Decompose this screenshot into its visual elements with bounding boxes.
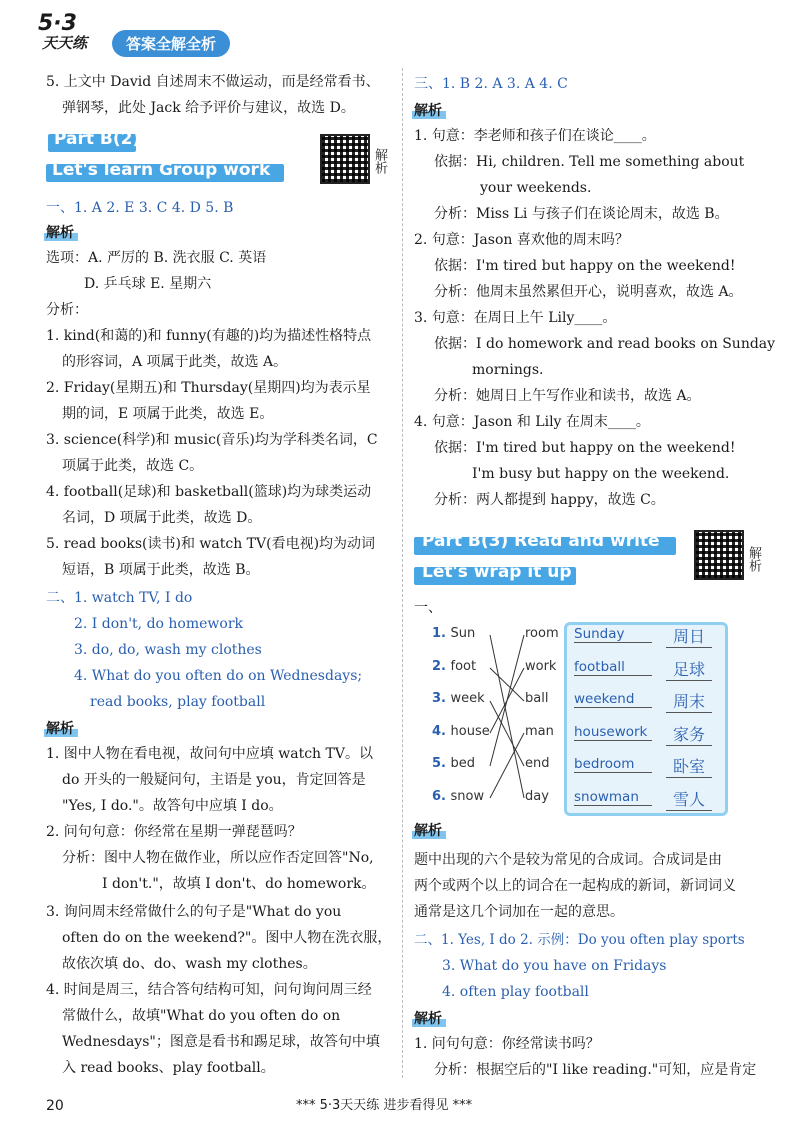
match-line bbox=[490, 635, 524, 766]
match-line bbox=[490, 701, 524, 766]
text-line: 名词，D 项属于此类，故选 D。 bbox=[62, 510, 262, 526]
compound-word: snowman bbox=[574, 789, 652, 806]
text-line: I don't."，故填 I don't、do homework。 bbox=[102, 876, 376, 892]
divider-line bbox=[402, 68, 404, 1078]
footer-slogan: *** 5·3天天练 进步看得见 *** bbox=[296, 1098, 473, 1113]
text-line: 1. kind(和蔼的)和 funny(有趣的)均为描述性格特点 bbox=[46, 328, 372, 344]
match-left-word: 3. week bbox=[432, 691, 485, 707]
section-title: Part B(2) bbox=[54, 129, 141, 149]
match-right-word: room bbox=[525, 626, 559, 641]
compound-word: bedroom bbox=[574, 756, 652, 773]
compound-word: housework bbox=[574, 724, 652, 741]
text-line: I'm busy but happy on the weekend. bbox=[472, 466, 730, 482]
match-left-word: 5. bed bbox=[432, 756, 476, 772]
compound-meaning: 周末 bbox=[666, 689, 712, 713]
jiexi-label: 解析 bbox=[414, 823, 442, 839]
text-line: 两个或两个以上的词合在一起构成的新词，新词词义 bbox=[414, 878, 736, 894]
text-line: your weekends. bbox=[480, 180, 592, 196]
text-line: 分析：她周日上午写作业和读书，故选 A。 bbox=[434, 388, 701, 404]
match-right-word: ball bbox=[525, 691, 549, 707]
jiexi-label: 解析 bbox=[414, 1011, 442, 1027]
page-number: 20 bbox=[46, 1098, 64, 1114]
answer-line: 4. What do you often do on Wednesdays; bbox=[74, 668, 363, 684]
jiexi-label: 解析 bbox=[46, 225, 74, 241]
text-line: 通常是这几个词加在一起的意思。 bbox=[414, 904, 624, 920]
text-line: 5. read books(读书)和 watch TV(看电视)均为动词 bbox=[46, 536, 376, 552]
jiexi-label: 解析 bbox=[414, 103, 442, 119]
answer-line: 2. I don't, do homework bbox=[74, 616, 244, 632]
text-line: 依据：I'm tired but happy on the weekend! bbox=[434, 440, 736, 456]
text-line: do 开头的一般疑问句，主语是 you，肯定回答是 bbox=[62, 772, 366, 788]
compound-meaning: 家务 bbox=[666, 722, 712, 746]
answer-line: 三、1. B 2. A 3. A 4. C bbox=[414, 76, 568, 92]
text-line: 入 read books、play football。 bbox=[62, 1060, 275, 1076]
match-left-word: 6. snow bbox=[432, 789, 485, 804]
text-line: 分析：两人都提到 happy，故选 C。 bbox=[434, 492, 665, 508]
text-line: 4. 句意：Jason 和 Lily 在周末____。 bbox=[414, 414, 650, 430]
text-line: often do on the weekend?"。图中人物在洗衣服， bbox=[62, 930, 392, 946]
answer-line: 3. do, do, wash my clothes bbox=[74, 642, 262, 658]
text-line: 分析：根据空后的"I like reading."可知，应是肯定 bbox=[434, 1062, 757, 1078]
matching-exercise bbox=[432, 618, 732, 814]
text-line: 依据：Hi, children. Tell me something about bbox=[434, 154, 745, 170]
qr-label: 解析 bbox=[746, 546, 761, 572]
answer-line: 3. What do you have on Fridays bbox=[442, 958, 667, 974]
section-subtitle: Let's learn Group work bbox=[52, 160, 271, 180]
text-line: 分析：Miss Li 与孩子们在谈论周末，故选 B。 bbox=[434, 206, 729, 222]
text-line: 常做什么，故填"What do you often do on bbox=[62, 1008, 341, 1024]
text-line: Wednesdays"；图意是看书和踢足球，故答句中填 bbox=[62, 1034, 380, 1050]
compound-meaning: 足球 bbox=[666, 657, 712, 681]
text-line: 选项：A. 严厉的 B. 洗衣服 C. 英语 bbox=[46, 250, 267, 266]
section-marker: 一、 bbox=[414, 600, 442, 616]
match-left-word: 2. foot bbox=[432, 658, 477, 674]
compound-meaning: 周日 bbox=[666, 624, 712, 648]
compound-word: Sunday bbox=[574, 626, 652, 643]
text-line: 的形容词，A 项属于此类，故选 A。 bbox=[62, 354, 288, 370]
text-line: 2. Friday(星期五)和 Thursday(星期四)均为表示星 bbox=[46, 380, 371, 396]
text-line: 4. 时间是周三，结合答句结构可知，问句询问周三经 bbox=[46, 982, 372, 998]
answer-badge: 答案全解全析 bbox=[112, 30, 230, 57]
compound-meaning: 雪人 bbox=[666, 787, 712, 811]
text-line: 依据：I do homework and read books on Sunday bbox=[434, 336, 776, 352]
jiexi-heading bbox=[414, 100, 442, 120]
jiexi-label: 解析 bbox=[46, 721, 74, 737]
text-line: 依据：I'm tired but happy on the weekend! bbox=[434, 258, 736, 274]
match-left-word: 4. house bbox=[432, 723, 490, 739]
text-line: 1. 图中人物在看电视，故问句中应填 watch TV。以 bbox=[46, 746, 373, 762]
match-line bbox=[490, 668, 524, 701]
jiexi-heading bbox=[46, 222, 74, 242]
jiexi-heading bbox=[414, 820, 442, 840]
compound-word: football bbox=[574, 659, 652, 676]
text-line: 题中出现的六个是较为常见的合成词。合成词是由 bbox=[414, 852, 722, 868]
text-line: mornings. bbox=[472, 362, 544, 378]
qr-label: 解析 bbox=[372, 148, 387, 174]
section-subtitle: Let's wrap it up bbox=[422, 562, 572, 582]
text-line: "Yes, I do."。故答句中应填 I do。 bbox=[62, 798, 283, 814]
match-right-word: day bbox=[525, 789, 549, 804]
jiexi-heading bbox=[414, 1008, 442, 1028]
match-right-word: end bbox=[525, 756, 550, 772]
text-line: 短语，B 项属于此类，故选 B。 bbox=[62, 562, 260, 578]
compound-meaning: 卧室 bbox=[666, 754, 712, 778]
logo-bottom: 天天练 bbox=[42, 34, 88, 52]
text-line: D. 乒乓球 E. 星期六 bbox=[84, 276, 212, 292]
match-line bbox=[490, 733, 524, 798]
text-line: 弹钢琴，此处 Jack 给予评价与建议，故选 D。 bbox=[62, 100, 355, 116]
compound-word: weekend bbox=[574, 691, 652, 708]
text-line: 3. 句意：在周日上午 Lily____。 bbox=[414, 310, 617, 326]
match-right-word: man bbox=[525, 723, 554, 739]
section-title: Part B(3) Read and write bbox=[422, 531, 660, 551]
text-line: 1. 句意：李老师和孩子们在谈论____。 bbox=[414, 128, 656, 144]
text-line: 2. 问句句意：你经常在星期一弹琵琶吗？ bbox=[46, 824, 302, 840]
answer-line: 二、1. watch TV, I do bbox=[46, 590, 193, 606]
text-line: 期的词，E 项属于此类，故选 E。 bbox=[62, 406, 274, 422]
text-line: 故依次填 do、do、wash my clothes。 bbox=[62, 956, 317, 972]
answer-line: 一、1. A 2. E 3. C 4. D 5. B bbox=[46, 200, 234, 216]
qr-code-icon[interactable] bbox=[694, 530, 744, 580]
text-line: 4. football(足球)和 basketball(篮球)均为球类运动 bbox=[46, 484, 372, 500]
jiexi-heading bbox=[46, 718, 74, 738]
answer-line: 4. often play football bbox=[442, 984, 589, 1000]
text-line: 分析：他周末虽然累但开心，说明喜欢，故选 A。 bbox=[434, 284, 743, 300]
text-line: 3. 询问周末经常做什么的句子是"What do you bbox=[46, 904, 342, 920]
text-line: 分析： bbox=[46, 302, 88, 318]
qr-code-icon[interactable] bbox=[320, 134, 370, 184]
match-line bbox=[490, 635, 524, 798]
text-line: 分析：图中人物在做作业，所以应作否定回答"No, bbox=[62, 850, 374, 866]
logo bbox=[36, 11, 102, 54]
answer-line: 二、1. Yes, I do 2. 示例：Do you often play sports bbox=[414, 932, 745, 948]
answer-line: read books, play football bbox=[90, 694, 266, 710]
match-right-word: work bbox=[525, 658, 557, 674]
text-line: 3. science(科学)和 music(音乐)均为学科类名词，C bbox=[46, 432, 378, 448]
match-left-word: 1. Sun bbox=[432, 626, 476, 641]
text-line: 项属于此类，故选 C。 bbox=[62, 458, 204, 474]
text-line: 2. 句意：Jason 喜欢他的周末吗？ bbox=[414, 232, 629, 248]
text-line: 5. 上文中 David 自述周末不做运动，而是经常看书、 bbox=[46, 74, 380, 90]
text-line: 1. 问句句意：你经常读书吗？ bbox=[414, 1036, 600, 1052]
logo-top: 5·3 bbox=[38, 11, 77, 36]
